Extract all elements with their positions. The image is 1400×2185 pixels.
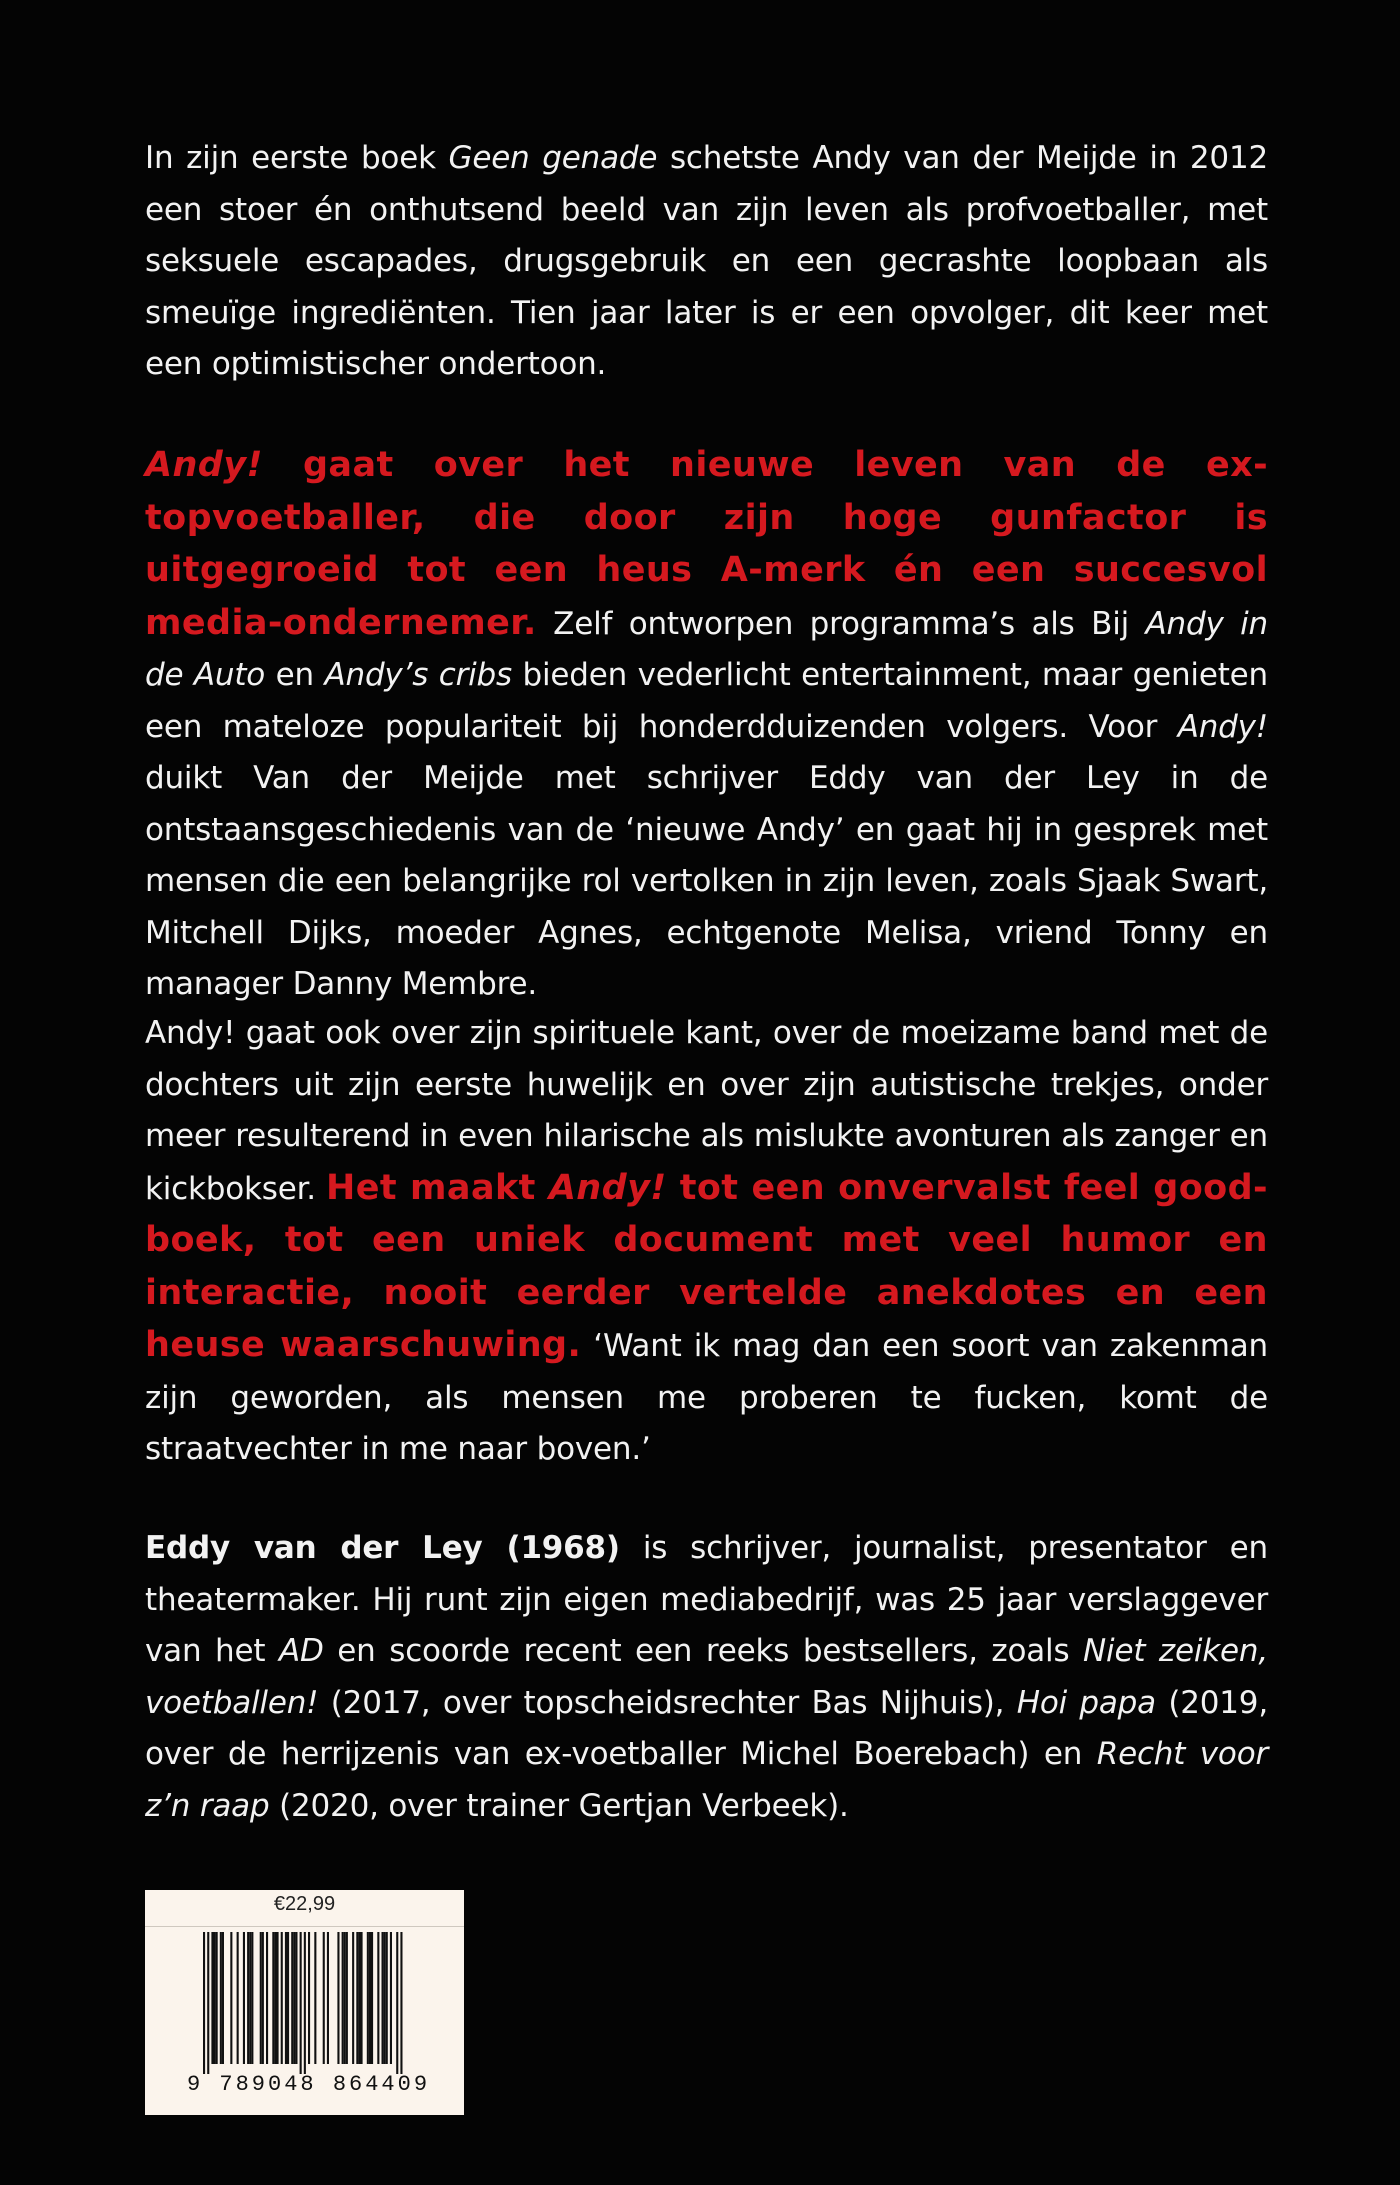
barcode-bar xyxy=(203,1932,205,2074)
barcode-bar xyxy=(323,1932,325,2064)
text-run: is schrijver, journalist, presentator en theatermaker. Hij runt zijn eigen mediabedrijf, was 25 jaar verslaggever van het xyxy=(145,1530,1268,1669)
barcode-bar xyxy=(346,1932,348,2064)
barcode-bar xyxy=(230,1932,232,2064)
barcode-bar xyxy=(400,1932,402,2074)
intro-paragraph xyxy=(145,133,1268,391)
text-run: Zelf ontworpen programma’s als Bij xyxy=(536,605,1146,642)
barcode-bar xyxy=(293,1932,295,2064)
barcode-bar xyxy=(304,1932,306,2074)
text-run: bieden vederlicht entertainment, maar genieten een mateloze populariteit bij honderdduizenden volgers. Voor xyxy=(145,657,1268,745)
spiritual-paragraph xyxy=(145,1008,1268,1476)
barcode-bar xyxy=(382,1932,384,2064)
barcode-bar xyxy=(291,1932,293,2064)
text-run: schetste Andy van der Meijde in 2012 een stoer én onthutsend beeld van zijn leven als profvoetballer, met seksuele escapades, drugsgebruik en een gecrashte loopbaan als smeuïge ingrediënten. Tien jaar later is er een opvolger, dit keer met een optimistischer ondertoon. xyxy=(145,140,1268,382)
barcode-bar xyxy=(287,1932,289,2064)
barcode-bar xyxy=(262,1932,264,2064)
barcode-bar xyxy=(216,1932,218,2064)
text-run: en xyxy=(265,657,325,693)
author-bio-paragraph xyxy=(145,1523,1268,1832)
barcode-panel xyxy=(145,1890,464,2115)
program-title-andys-cribs: Andy’s cribs xyxy=(324,657,512,693)
highlight-paragraph xyxy=(145,440,1268,1011)
barcode-bar xyxy=(390,1932,392,2064)
barcode-bar xyxy=(272,1932,274,2064)
book-title-andy: Andy! xyxy=(548,1167,667,1208)
author-name: Eddy van der Ley (1968) xyxy=(145,1530,620,1566)
text-run: (2020, over trainer Gertjan Verbeek). xyxy=(269,1787,849,1824)
book-title-andy: Andy! xyxy=(1177,708,1268,745)
barcode-bar xyxy=(277,1932,279,2064)
barcode-bar xyxy=(237,1932,239,2064)
barcode-bar xyxy=(361,1932,363,2064)
barcode-bar xyxy=(337,1932,339,2064)
barcode-bar xyxy=(249,1932,251,2064)
barcode-bar xyxy=(274,1932,276,2064)
book-title-niet-zeiken: Niet zeiken, voetballen! xyxy=(145,1633,1268,1721)
text-run: In zijn eerste boek xyxy=(145,140,449,176)
text-run: (2019, over de herrijzenis van ex-voetballer Michel Boerebach) en xyxy=(145,1684,1268,1772)
red-highlight-text: gaat over het nieuwe leven van de ex-topvoetballer, die door zijn hoge gunfactor is uitgegroeid tot een heus A-merk én een succesvol media-ondernemer. xyxy=(145,445,1268,643)
barcode-bar xyxy=(367,1932,369,2064)
barcode-bar xyxy=(222,1932,224,2064)
barcode-bar xyxy=(211,1932,213,2064)
newspaper-title-ad: AD xyxy=(278,1633,324,1669)
program-title-andy-in-de-auto: Andy in de Auto xyxy=(145,605,1268,693)
barcode-bar xyxy=(344,1932,346,2064)
barcode-bar xyxy=(352,1932,354,2064)
barcode-bar xyxy=(243,1932,245,2064)
divider xyxy=(145,1926,464,1927)
barcode-bar xyxy=(396,1932,398,2074)
barcode-bar xyxy=(384,1932,386,2064)
isbn-number: 9 789048 864409 xyxy=(187,2072,431,2097)
barcode-bar xyxy=(377,1932,379,2064)
barcode-bar xyxy=(358,1932,360,2064)
book-title-hoi-papa: Hoi papa xyxy=(1016,1684,1156,1721)
barcode-bar xyxy=(220,1932,222,2064)
barcode-bar xyxy=(356,1932,358,2064)
barcode-bar xyxy=(308,1932,310,2064)
barcode-bar xyxy=(314,1932,316,2064)
barcode-bar xyxy=(327,1932,329,2064)
barcode-bar xyxy=(369,1932,371,2064)
quote-text: ‘Want ik mag dan een soort van zakenman zijn geworden, als mensen me proberen te fucken, komt de straatvechter in me naar boven.’ xyxy=(145,1328,1268,1467)
barcode-bar xyxy=(260,1932,262,2064)
barcode-bar xyxy=(281,1932,283,2064)
red-highlight-text: Het maakt xyxy=(326,1167,549,1208)
barcode-bar xyxy=(371,1932,373,2064)
barcode-bar xyxy=(251,1932,253,2064)
text-run: (2017, over topscheidsrechter Bas Nijhuis), xyxy=(318,1684,1017,1721)
text-run: duikt Van der Meijde met schrijver Eddy van der Ley in de ontstaansgeschiedenis van de ‘nieuwe Andy’ en gaat hij in gesprek met mensen die een belangrijke rol vertolken in zijn leven, zoals Sjaak Swart, Mitchell Dijks, moeder Agnes, echtgenote Melisa, vriend Tonny en manager Danny Membre. xyxy=(145,760,1268,1002)
barcode-bar xyxy=(300,1932,302,2074)
barcode-bar xyxy=(247,1932,249,2064)
red-highlight-text: tot een onvervalst feel good-boek, tot een uniek document met veel humor en interactie, nooit eerder vertelde anekdotes en een heuse waarschuwing. xyxy=(145,1167,1268,1365)
book-title-geen-genade: Geen genade xyxy=(448,140,658,176)
book-title-recht-voor-zn-raap: Recht voor z’n raap xyxy=(145,1736,1269,1824)
text-run: Andy! gaat ook over zijn spirituele kant, over de moeizame band met de dochters uit zijn eerste huwelijk en over zijn autistische trekjes, onder meer resulterend in even hilarische als mislukte avonturen als zanger en kickbokser. xyxy=(145,1015,1268,1207)
barcode-bar xyxy=(207,1932,209,2074)
barcode-bar xyxy=(342,1932,344,2064)
book-title-andy: Andy! xyxy=(145,445,263,485)
barcode-bar xyxy=(266,1932,268,2064)
text-run: en scoorde recent een reeks bestsellers, zoals xyxy=(323,1633,1084,1669)
barcode-bar xyxy=(214,1932,216,2064)
barcode-bar xyxy=(295,1932,297,2064)
barcode-bar xyxy=(386,1932,388,2064)
barcode-bar xyxy=(285,1932,287,2064)
barcode-image xyxy=(203,1932,415,2074)
price-label: €22,99 xyxy=(273,1893,336,1915)
